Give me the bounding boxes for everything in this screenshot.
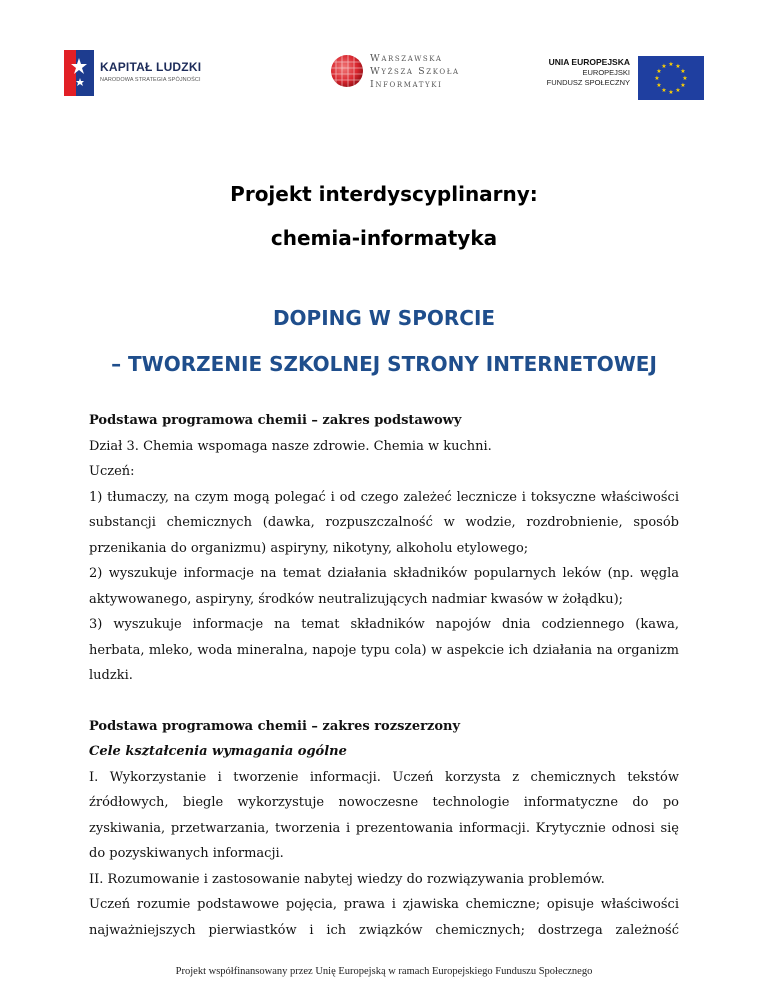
extended-heading: Podstawa programowa chemii – zakres rozszerzony bbox=[89, 718, 460, 734]
svg-text:★: ★ bbox=[661, 63, 667, 70]
topic-subtitle: – TWORZENIE SZKOLNEJ STRONY INTERNETOWEJ bbox=[111, 352, 657, 376]
extended-subheading: Cele kształcenia wymagania ogólne bbox=[89, 744, 347, 759]
wwsi-logo bbox=[330, 52, 480, 96]
goal2-line-2: najważniejszych pierwiastków i ich związków chemicznych; dostrzega zależność bbox=[89, 922, 679, 938]
svg-text:★: ★ bbox=[668, 61, 674, 68]
svg-text:★: ★ bbox=[682, 75, 688, 82]
item2-line-2: aktywowanego, aspiryny, środków neutralizujących nadmiar kwasów w żołądku); bbox=[89, 591, 624, 607]
kapital-ludzki-star-icon bbox=[64, 50, 94, 96]
wwsi-sphere-icon bbox=[330, 54, 364, 88]
wwsi-line-3: Informatyki bbox=[370, 79, 443, 90]
project-subject: chemia-informatyka bbox=[270, 226, 498, 250]
svg-text:★: ★ bbox=[656, 68, 662, 75]
eu-title: UNIA EUROPEJSKA bbox=[548, 57, 630, 67]
document-body bbox=[89, 408, 679, 943]
goal1-line-1: I. Wykorzystanie i tworzenie informacji. Uczeń korzysta z chemicznych tekstów bbox=[89, 769, 679, 785]
logo-header bbox=[0, 50, 768, 110]
kapital-ludzki-title: KAPITAŁ LUDZKI bbox=[100, 60, 202, 74]
basic-heading: Podstawa programowa chemii – zakres podstawowy bbox=[89, 413, 462, 428]
goal1-line-4: do pozyskiwanych informacji. bbox=[89, 846, 284, 861]
item1-line-1: 1) tłumaczy, na czym mogą polegać i od czego zależeć lecznicze i toksyczne właściwości bbox=[89, 489, 679, 505]
svg-text:★: ★ bbox=[680, 68, 686, 75]
page-footer: Projekt współfinansowany przez Unię Europejską w ramach Europejskiego Funduszu Społecznego bbox=[175, 966, 593, 977]
goal2-line-1: Uczeń rozumie podstawowe pojęcia, prawa i zjawiska chemiczne; opisuje właściwości bbox=[89, 897, 679, 912]
basic-student: Uczeń: bbox=[89, 464, 135, 479]
svg-text:★: ★ bbox=[654, 75, 660, 82]
eu-line-1: EUROPEJSKI bbox=[582, 68, 630, 77]
eu-text bbox=[528, 56, 630, 88]
project-title: Projekt interdyscyplinarny: bbox=[230, 182, 538, 206]
svg-text:★: ★ bbox=[668, 89, 674, 96]
wwsi-name bbox=[370, 52, 460, 91]
wwsi-line-2: Wyższa Szkoła bbox=[370, 66, 460, 77]
section-gap bbox=[89, 689, 679, 714]
svg-text:★: ★ bbox=[680, 82, 686, 89]
wwsi-line-1: Warszawska bbox=[370, 53, 443, 64]
item3-line-1: 3) wyszukuje informacje na temat składników napojów dnia codziennego (kawa, bbox=[89, 617, 679, 632]
item1-line-3: przenikania do organizmu) aspiryny, nikotyny, alkoholu etylowego; bbox=[89, 540, 529, 556]
item2-line-1: 2) wyszukuje informacje na temat działania składników popularnych leków (np. węgla bbox=[89, 566, 679, 581]
eu-logo bbox=[528, 56, 708, 98]
eu-flag-icon bbox=[638, 56, 704, 100]
topic-title: DOPING W SPORCIE bbox=[272, 306, 496, 330]
eu-line-2: FUNDUSZ SPOŁECZNY bbox=[546, 78, 630, 87]
kapital-ludzki-logo bbox=[64, 50, 224, 98]
goal2-title: II. Rozumowanie i zastosowanie nabytej wiedzy do rozwiązywania problemów. bbox=[89, 871, 605, 887]
kapital-ludzki-subtitle: NARODOWA STRATEGIA SPÓJNOŚCI bbox=[100, 77, 201, 83]
svg-text:★: ★ bbox=[675, 87, 681, 94]
item3-line-3: ludzki. bbox=[89, 668, 133, 683]
basic-section: Dział 3. Chemia wspomaga nasze zdrowie. Chemia w kuchni. bbox=[89, 438, 492, 454]
item3-line-2: herbata, mleko, woda mineralna, napoje typu cola) w aspekcie ich działania na organizm bbox=[89, 642, 679, 658]
svg-text:★: ★ bbox=[675, 63, 681, 70]
goal1-line-3: zyskiwania, przetwarzania, tworzenia i prezentowania informacji. Krytycznie odnosi się bbox=[89, 820, 679, 836]
svg-text:★: ★ bbox=[661, 87, 667, 94]
goal1-line-2: źródłowych, biegle wykorzystuje nowoczesne technologie informatyczne do po bbox=[89, 795, 679, 810]
svg-text:★: ★ bbox=[656, 82, 662, 89]
item1-line-2: substancji chemicznych (dawka, rozpuszczalność w wodzie, rozdrobnienie, sposób bbox=[89, 515, 679, 530]
